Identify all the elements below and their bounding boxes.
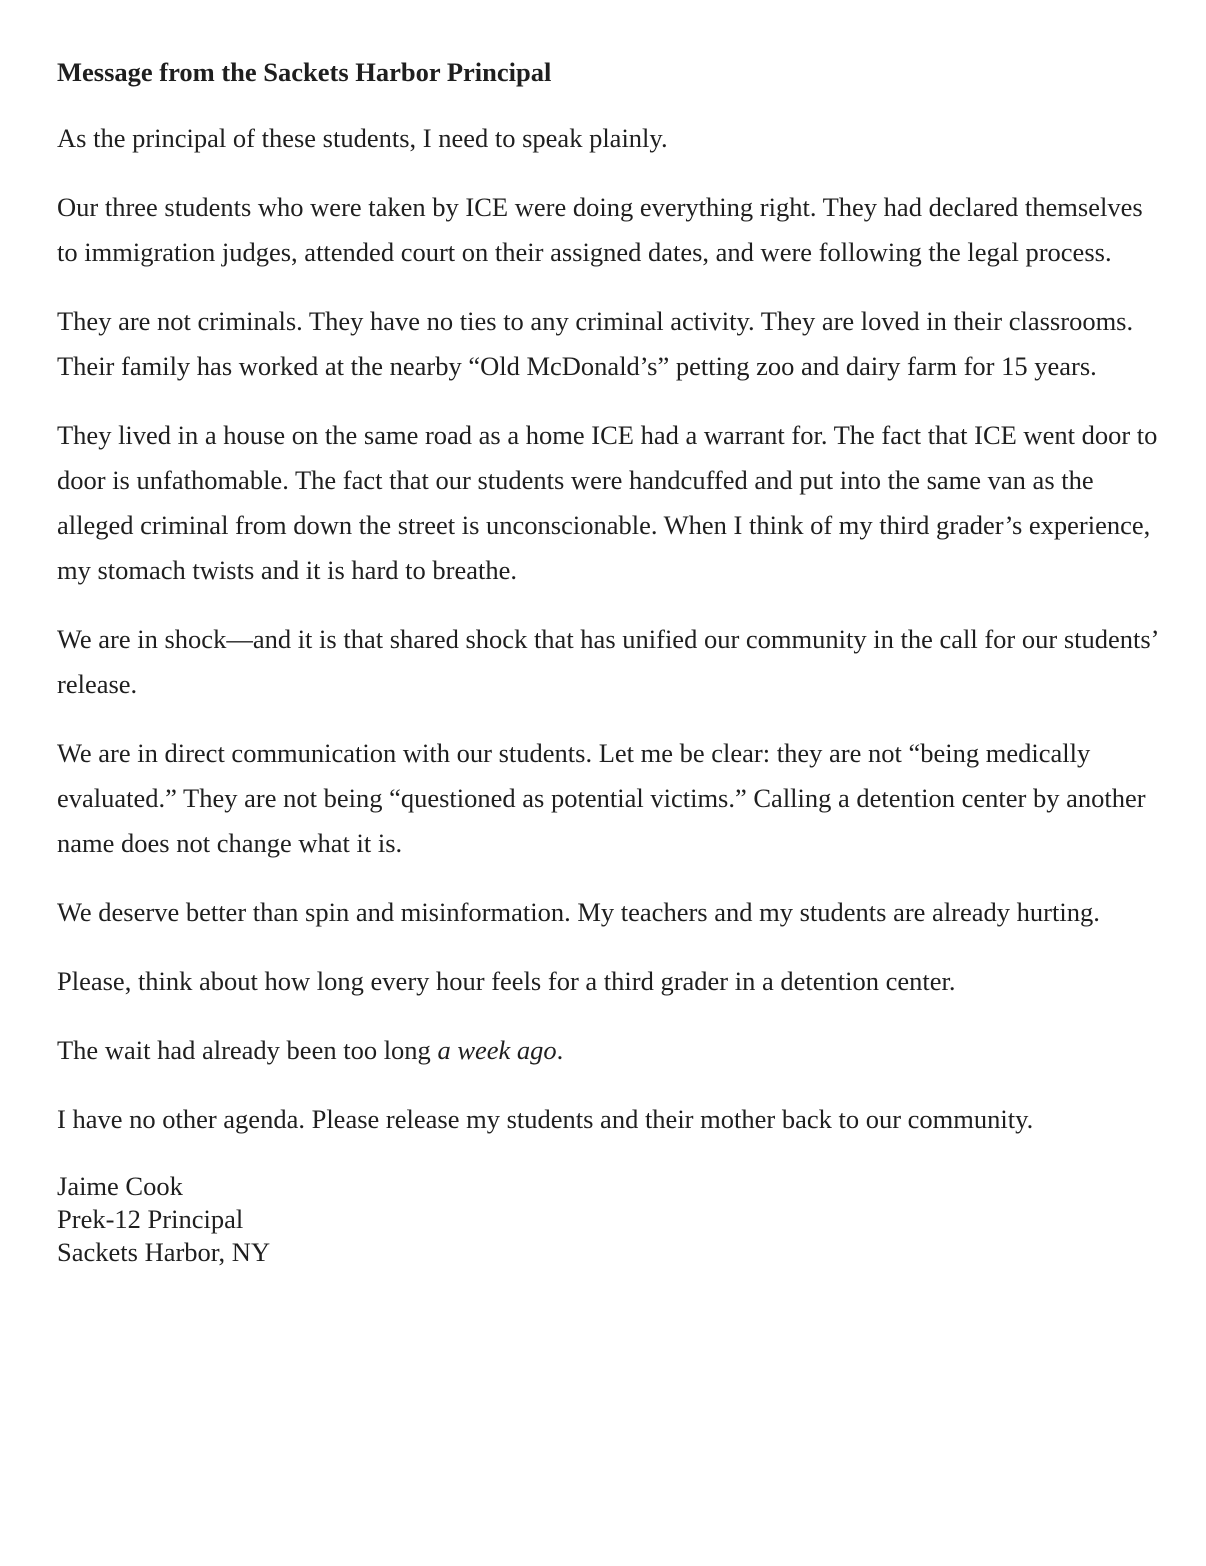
signature-location: Sackets Harbor, NY — [57, 1237, 271, 1267]
paragraph-deserve-better: We deserve better than spin and misinformation. My teachers and my students are already hurting. — [57, 897, 1100, 927]
signature-name: Jaime Cook — [57, 1171, 183, 1201]
paragraph-house-warrant: They lived in a house on the same road as a home ICE had a warrant for. The fact that ICE went door to door is unfathomable. The fact that our students were handcuffed and put into the same van as the alleged criminal from down the street is unconscionable. When I think of my third grader’s experience, my stomach twists and it is hard to breathe. — [57, 420, 1158, 585]
paragraph-shock: We are in shock—and it is that shared shock that has unified our community in the call for our students’ release. — [57, 624, 1158, 699]
paragraph-not-criminals: They are not criminals. They have no ties to any criminal activity. They are loved in their classrooms. Their family has worked at the nearby “Old McDonald’s” petting zoo and dairy farm for 15 years. — [57, 306, 1134, 381]
paragraph-intro: As the principal of these students, I need to speak plainly. — [57, 123, 668, 153]
letter-title: Message from the Sackets Harbor Principal — [57, 57, 552, 87]
paragraph-wait — [57, 1028, 1167, 1073]
paragraph-every-hour: Please, think about how long every hour feels for a third grader in a detention center. — [57, 966, 956, 996]
wait-end: . — [556, 1035, 564, 1065]
signature-role: Prek-12 Principal — [57, 1204, 244, 1234]
letter-document — [57, 52, 1167, 1269]
signature-block — [57, 1170, 1167, 1269]
paragraph-communication: We are in direct communication with our students. Let me be clear: they are not “being medically evaluated.” They are not being “questioned as potential victims.” Calling a detention center by another name does not change what it is. — [57, 738, 1146, 858]
paragraph-students-legal: Our three students who were taken by ICE were doing everything right. They had declared themselves to immigration judges, attended court on their assigned dates, and were following the legal process. — [57, 192, 1143, 267]
wait-emphasis: a week ago — [437, 1035, 557, 1065]
paragraph-closing: I have no other agenda. Please release my students and their mother back to our community. — [57, 1104, 1034, 1134]
wait-text: The wait had already been too long — [57, 1035, 438, 1065]
